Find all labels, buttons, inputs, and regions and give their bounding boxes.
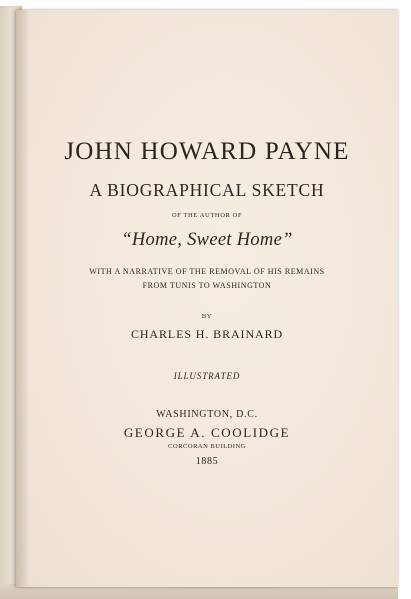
author-name: CHARLES H. BRAINARD	[130, 327, 284, 341]
illustrated-note: ILLUSTRATED	[173, 371, 241, 381]
publication-year: 1885	[195, 456, 219, 467]
title-page	[16, 10, 398, 587]
narrative-line-2: FROM TUNIS TO WASHINGTON	[142, 281, 272, 290]
narrative-line-1: WITH A NARRATIVE OF THE REMOVAL OF HIS REMAINS	[89, 267, 325, 276]
book-subtitle: A BIOGRAPHICAL SKETCH	[89, 180, 325, 200]
book-title: JOHN HOWARD PAYNE	[64, 138, 350, 165]
publisher-address: CORCORAN BUILDING	[168, 443, 246, 450]
work-title: “Home, Sweet Home”	[121, 230, 293, 250]
publisher-name: GEORGE A. COOLIDGE	[123, 425, 291, 440]
gutter-shadow	[16, 10, 30, 587]
by-line: BY	[201, 313, 213, 320]
publication-place: WASHINGTON, D.C.	[156, 409, 258, 420]
of-author-line: OF THE AUTHOR OF	[171, 212, 243, 219]
